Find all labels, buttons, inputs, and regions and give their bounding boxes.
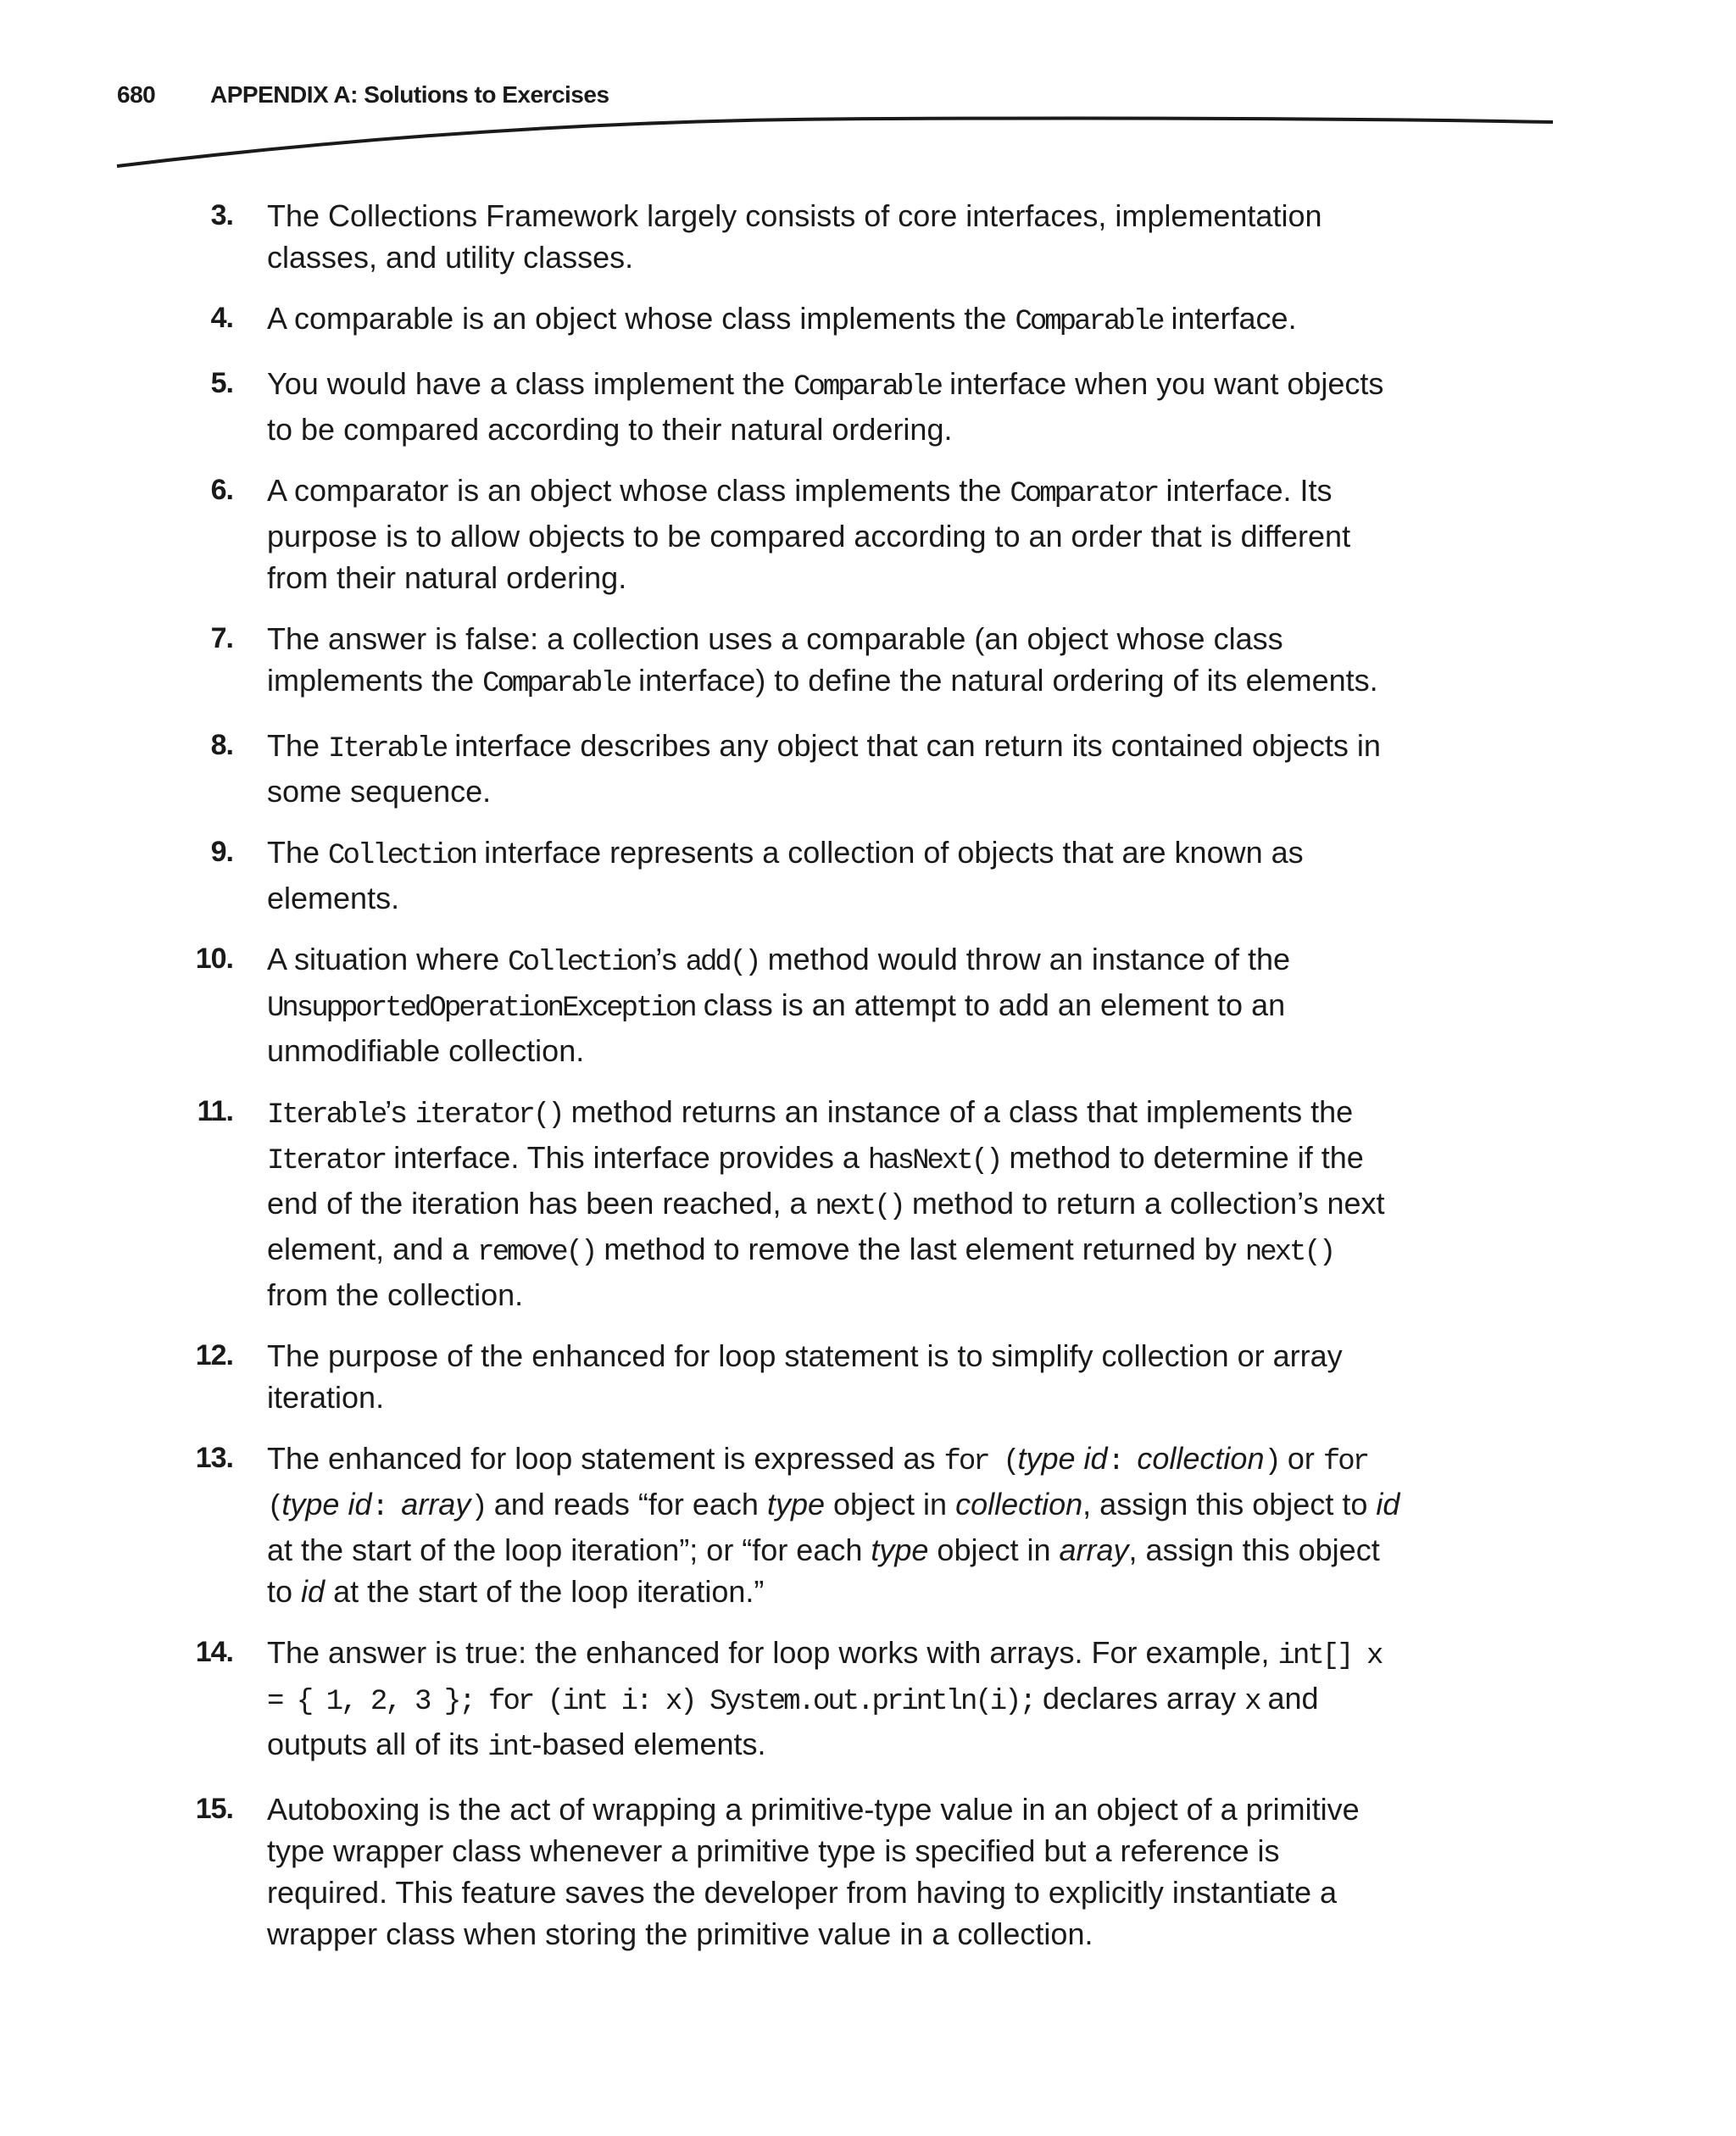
exercise-text xyxy=(267,832,1403,919)
text-span: -based elements. xyxy=(531,1727,766,1761)
exercise-number: 13. xyxy=(195,1442,233,1474)
italic-span: array xyxy=(1059,1532,1129,1567)
exercise-item xyxy=(0,470,1403,598)
exercise-number: 6. xyxy=(210,474,233,506)
italic-span: id xyxy=(1376,1487,1400,1521)
exercise-item xyxy=(0,618,1403,705)
exercise-text xyxy=(267,1632,1403,1769)
text-span: The purpose of the enhanced for loop statement is to simplify collection or array iteration. xyxy=(267,1338,1343,1415)
text-span: method to remove the last element returned by xyxy=(595,1232,1245,1266)
exercise-number: 3. xyxy=(210,199,233,231)
code-span: Collection xyxy=(328,840,476,872)
exercise-text xyxy=(267,725,1403,812)
text-span: A situation where xyxy=(267,942,509,976)
exercise-text xyxy=(267,1438,1403,1612)
exercise-number: 14. xyxy=(195,1636,233,1668)
text-span: method to determine if the end of the iteration has been reached, a xyxy=(267,1140,1364,1221)
text-span: ’s xyxy=(655,942,686,976)
exercise-text xyxy=(267,1091,1403,1316)
exercise-item xyxy=(0,1335,1403,1418)
text-span: , assign this object to xyxy=(267,1532,1380,1609)
text-span: The xyxy=(267,835,329,870)
exercise-text xyxy=(267,195,1403,278)
exercise-number: 12. xyxy=(195,1339,233,1371)
text-span: declares array xyxy=(1033,1681,1245,1716)
text-span: method would throw an instance of the xyxy=(759,942,1290,976)
text-span: Autoboxing is the act of wrapping a primitive-type value in an object of a primitive type wrapper class whenever a primitive type is specified but a reference is required. This feature saves the developer from having to explicitly instantiate a wrapper class when storing the primitive value in a collection. xyxy=(267,1792,1360,1951)
code-span: ) xyxy=(1264,1446,1279,1478)
exercise-item xyxy=(0,298,1403,343)
code-span: x xyxy=(1244,1686,1260,1718)
exercise-text xyxy=(267,363,1403,450)
exercise-text xyxy=(267,470,1403,598)
italic-span: type id xyxy=(1017,1441,1108,1476)
code-span: next() xyxy=(1244,1237,1334,1269)
italic-span: type xyxy=(766,1487,825,1521)
exercise-item xyxy=(0,1632,1403,1769)
text-span: You would have a class implement the xyxy=(267,366,794,401)
italic-span: type id xyxy=(281,1487,372,1521)
code-span: Collection xyxy=(508,947,656,979)
code-span: next() xyxy=(815,1191,904,1223)
text-span: interface. This interface provides a xyxy=(385,1140,868,1175)
exercise-item xyxy=(0,1091,1403,1316)
page-header xyxy=(0,0,1736,186)
exercise-item xyxy=(0,938,1403,1071)
code-span: UnsupportedOperationException xyxy=(267,993,695,1025)
code-span: iterator() xyxy=(415,1099,563,1132)
text-span: interface describes any object that can return its contained objects in some sequence. xyxy=(267,728,1381,809)
text-span: The enhanced for loop statement is expressed as xyxy=(267,1441,944,1476)
code-span: : xyxy=(1107,1446,1138,1478)
running-head: APPENDIX A: Solutions to Exercises xyxy=(210,81,609,108)
exercise-list xyxy=(0,195,1736,1974)
code-span: int[] x = { 1, 2, 3 }; for (int i: x) System.out.println(i); xyxy=(267,1640,1382,1718)
code-span: Iterable xyxy=(267,1099,386,1132)
text-span: class is an attempt to add an element to an unmodifiable collection. xyxy=(267,987,1286,1068)
italic-span: collection xyxy=(955,1487,1083,1521)
italic-span: collection xyxy=(1137,1441,1265,1476)
exercise-number: 11. xyxy=(197,1095,233,1127)
text-span: interface represents a collection of objects that are known as elements. xyxy=(267,835,1304,915)
code-span: remove() xyxy=(477,1237,596,1269)
code-span: for ( xyxy=(267,1446,1368,1524)
exercise-number: 7. xyxy=(210,622,233,654)
code-span: Comparable xyxy=(793,371,942,403)
text-span: A comparator is an object whose class implements the xyxy=(267,473,1010,508)
exercise-item xyxy=(0,832,1403,919)
code-span: Iterator xyxy=(267,1145,386,1177)
code-span: for ( xyxy=(943,1446,1018,1478)
exercise-item xyxy=(0,363,1403,450)
text-span: at the start of the loop iteration”; or “for each xyxy=(267,1532,871,1567)
text-span: object in xyxy=(928,1532,1060,1567)
page-number: 680 xyxy=(117,81,156,108)
exercise-text xyxy=(267,1335,1403,1418)
code-span: Comparable xyxy=(1015,306,1163,338)
exercise-item xyxy=(0,725,1403,812)
exercise-item xyxy=(0,195,1403,278)
text-span: method to return a collection’s next element, and a xyxy=(267,1186,1385,1266)
text-span: The answer is false: a collection uses a comparable (an object whose class implements the xyxy=(267,621,1283,698)
text-span: The Collections Framework largely consists of core interfaces, implementation classes, and utility classes. xyxy=(267,198,1322,275)
exercise-text xyxy=(267,298,1403,343)
text-span: interface. Its purpose is to allow objects to be compared according to an order that is different from their natural ordering. xyxy=(267,473,1351,595)
code-span: add() xyxy=(685,947,760,979)
text-span: or xyxy=(1278,1441,1323,1476)
italic-span: array xyxy=(401,1487,471,1521)
exercise-item xyxy=(0,1438,1403,1612)
text-span: ’s xyxy=(385,1094,415,1129)
text-span: interface. xyxy=(1162,301,1297,336)
text-span: and reads “for each xyxy=(485,1487,767,1521)
exercise-number: 4. xyxy=(210,302,233,334)
text-span: object in xyxy=(824,1487,956,1521)
code-span: Comparator xyxy=(1010,478,1158,510)
exercise-number: 8. xyxy=(210,729,233,761)
exercise-number: 15. xyxy=(195,1793,233,1825)
text-span: The answer is true: the enhanced for loop works with arrays. For example, xyxy=(267,1635,1278,1670)
code-span: hasNext() xyxy=(867,1145,1001,1177)
italic-span: type xyxy=(871,1532,929,1567)
exercise-number: 9. xyxy=(210,836,233,868)
text-span: interface when you want objects to be compared according to their natural ordering. xyxy=(267,366,1384,447)
exercise-text xyxy=(267,618,1403,705)
text-span: interface) to define the natural ordering of its elements. xyxy=(630,663,1378,698)
text-span: A comparable is an object whose class implements the xyxy=(267,301,1015,336)
code-span: int xyxy=(487,1732,532,1764)
text-span: , assign this object to xyxy=(1082,1487,1377,1521)
code-span: ) xyxy=(470,1492,486,1524)
exercise-number: 10. xyxy=(195,943,233,975)
text-span: method returns an instance of a class that implements the xyxy=(562,1094,1354,1129)
text-span: at the start of the loop iteration.” xyxy=(325,1574,765,1609)
exercise-number: 5. xyxy=(210,367,233,399)
exercise-text xyxy=(267,938,1403,1071)
text-span: and outputs all of its xyxy=(267,1681,1319,1761)
exercise-text xyxy=(267,1788,1403,1955)
text-span: The xyxy=(267,728,329,763)
exercise-item xyxy=(0,1788,1403,1955)
code-span: Comparable xyxy=(482,668,631,700)
code-span: Iterable xyxy=(328,733,447,765)
italic-span: id xyxy=(301,1574,326,1609)
text-span: from the collection. xyxy=(267,1277,524,1312)
code-span: : xyxy=(371,1492,402,1524)
